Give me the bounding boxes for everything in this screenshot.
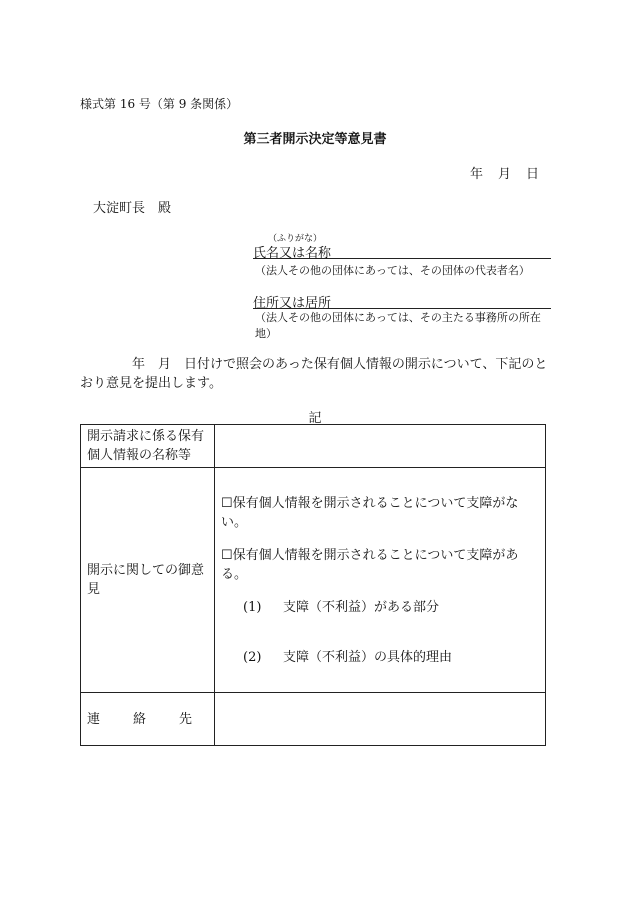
table-row [81,468,546,693]
sub-item-1-text: 支障（不利益）がある部分 [283,599,440,615]
address-label: 住所又は居所 [253,296,332,311]
furigana-label: （ふりがな） [268,234,323,244]
info-name-field[interactable] [215,425,546,468]
opinion-label: 開示に関しての御意見 [81,468,215,693]
opinion-field[interactable] [215,468,546,693]
option-hindrance[interactable]: ☐保有個人情報を開示されることについて支障がある。 [221,547,519,582]
sub-item-2-text: 支障（不利益）の具体的理由 [283,649,453,665]
info-name-label: 開示請求に係る保有個人情報の名称等 [81,425,215,468]
body-text: 年 月 日付けで照会のあった保有個人情報の開示について、下記のとおり意見を提出します。 [80,357,548,391]
document-title: 第三者開示決定等意見書 [243,132,387,147]
date-line: 年 月 日 [470,167,541,182]
address-note: （法人その他の団体にあっては、その主たる事務所の所在地） [255,311,541,340]
option-no-hindrance[interactable]: ☐保有個人情報を開示されることについて支障がない。 [221,495,519,530]
sub-item-1-number: (1) [243,599,262,615]
sub-item-2 [243,648,539,667]
table-row [81,693,546,746]
form-number: 様式第 16 号（第 9 条関係） [80,97,239,111]
ki-heading: 記 [308,411,322,426]
addressee: 大淀町長 殿 [93,201,172,216]
opinion-table [80,424,546,746]
contact-field[interactable] [215,693,546,746]
name-label: 氏名又は名称 [253,246,332,261]
table-row [81,425,546,468]
sub-item-2-number: (2) [243,649,262,665]
name-note: （法人その他の団体にあっては、その団体の代表者名） [255,264,530,277]
address-underline[interactable] [253,308,551,309]
contact-label: 連 絡 先 [81,693,215,746]
sub-item-1 [243,598,539,617]
name-underline[interactable] [253,258,551,259]
